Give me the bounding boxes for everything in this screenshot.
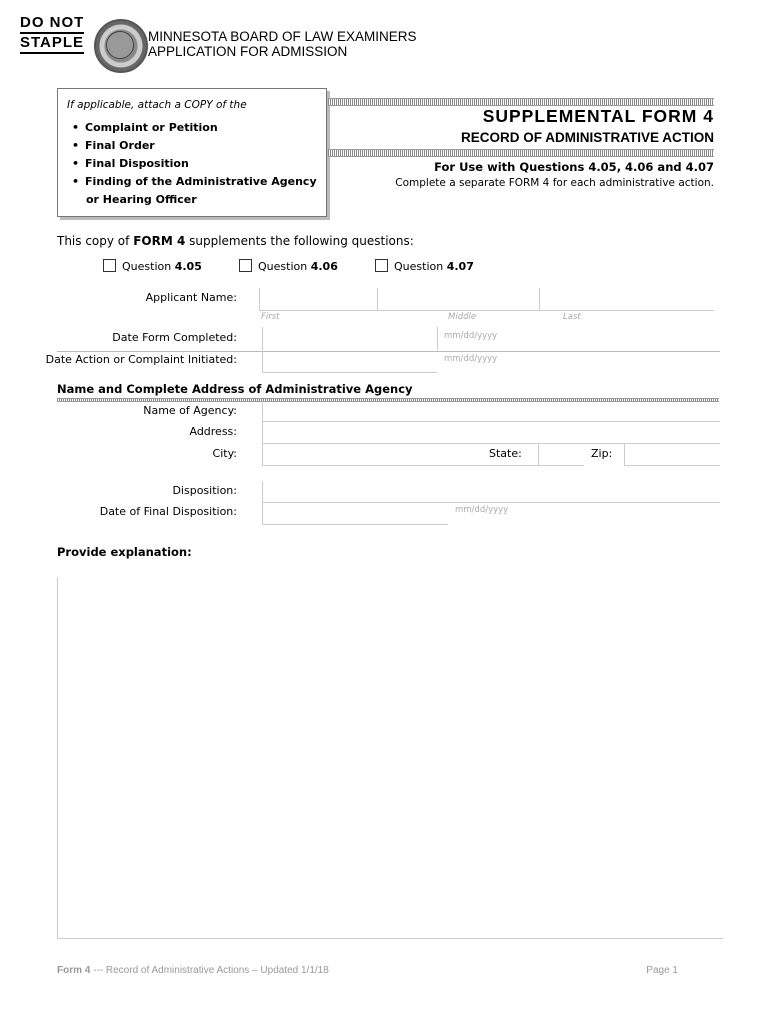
question-number: 4.05 — [174, 260, 202, 273]
question-label: Question — [258, 260, 311, 273]
checkbox-box[interactable] — [103, 259, 116, 272]
board-name: MINNESOTA BOARD OF LAW EXAMINERS — [148, 29, 417, 44]
address-field[interactable] — [263, 422, 720, 443]
field-border — [377, 288, 378, 310]
board-header — [148, 29, 417, 59]
footer-form: Form 4 — [57, 965, 91, 976]
staple-line-1: DO NOT — [20, 14, 84, 34]
question-label: Question — [122, 260, 175, 273]
attachment-instructions-box — [57, 88, 327, 217]
state-label: State: — [489, 447, 522, 460]
footer-desc: --- Record of Administrative Actions – Updated 1/1/18 — [90, 965, 329, 976]
form-title: SUPPLEMENTAL FORM 4 — [482, 106, 714, 126]
zip-label: Zip: — [591, 447, 613, 460]
question-label: Question — [394, 260, 447, 273]
field-border — [538, 465, 584, 466]
agency-name-field[interactable] — [263, 401, 720, 421]
final-date-label: Date of Final Disposition: — [99, 505, 237, 518]
supp-suffix: supplements the following questions: — [185, 234, 414, 248]
attach-item: or Hearing Officer — [86, 193, 197, 206]
city-label: City: — [212, 447, 237, 460]
attach-intro: If applicable, attach a COPY of the — [67, 99, 247, 111]
last-name-hint: Last — [563, 312, 581, 322]
supplements-statement — [57, 234, 414, 248]
question-number: 4.06 — [310, 260, 338, 273]
first-name-hint: First — [261, 312, 280, 322]
middle-name-hint: Middle — [448, 312, 477, 322]
form-subtitle: RECORD OF ADMINISTRATIVE ACTION — [461, 130, 714, 145]
field-border — [437, 327, 438, 351]
date-completed-field[interactable]: mm/dd/yyyy — [444, 331, 498, 341]
city-field[interactable] — [263, 444, 483, 465]
checkbox-box[interactable] — [375, 259, 388, 272]
attach-item: • Final Order — [72, 137, 317, 155]
applicant-name-field[interactable] — [260, 288, 714, 310]
field-border — [259, 310, 714, 311]
field-border — [262, 351, 263, 372]
page-number: Page 1 — [646, 965, 678, 976]
date-completed-label: Date Form Completed: — [112, 331, 237, 344]
field-border — [262, 372, 437, 373]
explanation-textarea[interactable] — [57, 577, 723, 939]
separate-form-note: Complete a separate FORM 4 for each administrative action. — [395, 177, 714, 189]
disposition-field[interactable] — [263, 481, 720, 502]
state-seal-icon — [94, 19, 148, 73]
question-4-07-checkbox[interactable] — [375, 259, 474, 273]
attach-item: • Finding of the Administrative Agency — [72, 173, 317, 191]
address-label: Address: — [189, 425, 237, 438]
supp-form: FORM 4 — [133, 234, 186, 248]
attach-list — [72, 119, 317, 209]
row-divider — [57, 351, 720, 352]
field-border — [539, 288, 540, 310]
agency-name-label: Name of Agency: — [143, 404, 237, 417]
question-4-05-checkbox[interactable] — [103, 259, 202, 273]
field-border — [262, 524, 448, 525]
question-4-06-checkbox[interactable] — [239, 259, 338, 273]
checkbox-box[interactable] — [239, 259, 252, 272]
field-border — [262, 327, 263, 351]
explanation-label: Provide explanation: — [57, 545, 192, 559]
title-rule-bottom — [328, 149, 714, 157]
supp-prefix: This copy of — [57, 234, 134, 248]
agency-section-title: Name and Complete Address of Administrative Agency — [57, 382, 413, 396]
attach-item: • Final Disposition — [72, 155, 317, 173]
state-field[interactable] — [539, 444, 584, 465]
zip-field[interactable] — [625, 444, 720, 465]
applicant-name-label: Applicant Name: — [145, 291, 237, 304]
field-border — [624, 465, 720, 466]
final-date-field[interactable]: mm/dd/yyyy — [455, 505, 509, 515]
question-number: 4.07 — [446, 260, 474, 273]
field-border — [259, 288, 260, 310]
staple-line-2: STAPLE — [20, 34, 84, 54]
date-initiated-field[interactable]: mm/dd/yyyy — [444, 354, 498, 364]
title-rule-top — [328, 98, 714, 106]
disposition-label: Disposition: — [172, 484, 237, 497]
field-border — [262, 502, 720, 503]
date-initiated-label: Date Action or Complaint Initiated: — [45, 353, 237, 366]
footer-form-info — [57, 965, 329, 976]
attach-item: • Complaint or Petition — [72, 119, 317, 137]
use-questions: For Use with Questions 4.05, 4.06 and 4.07 — [434, 160, 714, 174]
application-name: APPLICATION FOR ADMISSION — [148, 44, 348, 59]
field-border — [262, 465, 538, 466]
do-not-staple-notice — [20, 14, 84, 54]
